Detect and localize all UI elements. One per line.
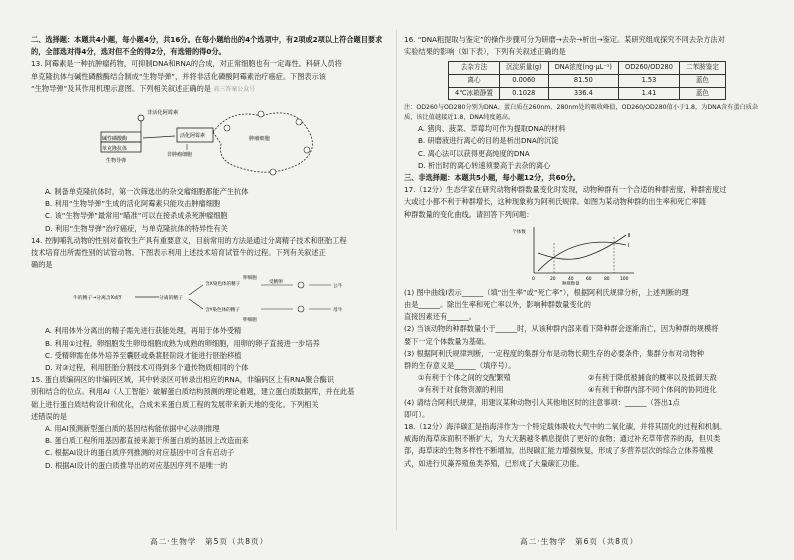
q13-option-c: C. 该“生物导弹”最常用“瞄准”可以在接杀成杀死肿瘤细胞 bbox=[45, 211, 228, 221]
q18-line4: 式，如进行贝藻养殖鱼类养殖，已形成了大量碳汇功能。 bbox=[404, 458, 584, 468]
q15-option-c: C. 根据AI设计的蛋白质序列推测的对应基因中可含有启动子 bbox=[45, 448, 235, 458]
fig13-label-2: 碱性磷酸酶 bbox=[102, 136, 128, 143]
q16-option-c: C. 离心法可以获得更高纯度的DNA bbox=[418, 148, 530, 158]
q13-figure bbox=[31, 98, 389, 184]
q17-choice-4: ④有利于种群内部不同个体间的协同进化 bbox=[588, 385, 717, 395]
q13-option-a: A. 制备单克隆抗体时，第一次筛选出的杂交瘤细胞都能产生抗体 bbox=[45, 187, 249, 197]
fig14-label-f: 受精卵 bbox=[269, 280, 283, 286]
q17-sub4-line1: (4) 请结合阿利氏规律，用建议某种动物引入其他地区时的注意事项：______（答出1点 bbox=[404, 397, 680, 407]
q17-choices-row1 bbox=[404, 372, 770, 384]
q17-choice-3: ③有利于对食物资源的利用 bbox=[418, 385, 504, 395]
table-header-cell: 去杂方法 bbox=[449, 62, 500, 75]
page-footer-right: 高二·生物学 第6页（共8页） bbox=[520, 537, 639, 546]
q16-line1: 16. “DNA粗提取与鉴定”的操作步骤可分为研磨→去杂→析出→鉴定。某研究组成探究不同去杂方法对 bbox=[404, 35, 725, 44]
q13-option-b: B. 利用“生物导弹”生成的活化阿霉素只能攻击肿瘤细胞 bbox=[45, 199, 221, 209]
fig13-label-1: 非活化阿霉素 bbox=[147, 110, 179, 117]
fig14-label-e: 卵细胞 bbox=[243, 276, 257, 282]
q17-sub2-line1: (2) 当该动物的种群数量小于______时，从该种群内部来看下降种群会逐渐消亡，因为种群的规模将 bbox=[404, 324, 719, 334]
q16-option-a: A. 猪肉、菠菜、草莓均可作为提取DNA的材料 bbox=[418, 124, 566, 134]
table-header-cell: 二苯胺鉴定 bbox=[679, 62, 725, 75]
fig14-label-a: 牛的精子→分离含X或Y bbox=[73, 296, 122, 302]
q14-line2: 技术培育出所需性别的试管动物。下图表示利用上述技术培育试管牛的过程。下列有关叙述正 bbox=[31, 248, 326, 258]
right-page bbox=[404, 34, 770, 470]
fig17-curve-label-2: Ⅱ bbox=[628, 232, 631, 239]
fig17-y-label: 个体数 bbox=[512, 229, 526, 235]
table-cell: 离心 bbox=[449, 75, 500, 88]
q13-line3 bbox=[31, 83, 389, 96]
fig14-label-e2: 卵细胞 bbox=[243, 318, 257, 324]
section-2-heading: 二、选择题：本题共4小题，每小题4分，共16分。在每小题给出的4个选项中，有2项或2项以上符合题目要求的，全部选对得4分，选对但不全的得2分，有选错的得0分。 bbox=[31, 35, 383, 57]
q17-choice-2: ②有利于降低被捕食的概率以及抵御天敌 bbox=[588, 373, 717, 383]
watermark-tag: 高三答案公众号 bbox=[213, 85, 256, 93]
q13-stem-end: “生物导弹”及其作用机理示意图。下列相关叙述正确的是 bbox=[31, 83, 211, 93]
fig17-tick: 0 bbox=[532, 276, 535, 282]
fig14-label-d: 含Y染色体的精子 bbox=[205, 308, 240, 314]
q14-figure bbox=[31, 273, 389, 323]
table-row bbox=[449, 75, 726, 88]
table-header-cell: OD260/OD280 bbox=[619, 62, 680, 75]
q17-sub3-line1: (3) 根据阿利氏规律判断，一定程度的集群分布是动物长期生存的必要条件，集群分布对动物种 bbox=[404, 348, 704, 358]
fig17-tick: 20 bbox=[550, 276, 556, 282]
left-page bbox=[31, 34, 389, 472]
table-cell: 1.53 bbox=[619, 75, 680, 88]
q13-option-d: D. 利用“生物导弹”治疗癌症，与单克隆抗体的特异性有关 bbox=[45, 223, 228, 233]
q17-sub1-line2: 由是______。除出生率和死亡率以外，影响种群数量变化的 bbox=[404, 300, 591, 310]
q18-line3: 部，海草床的生物多样性不断增加，出现碳汇能力增强恢复，形成了多营养层次的综合立体养殖模 bbox=[404, 446, 714, 456]
q16-table-note: 注：OD260与OD280分别为DNA、蛋白质在260nm、280nm处的吸收峰值，OD260/OD280值小于1.8，为DNA含有蛋白质杂质，该比值越接近1.8，DNA纯度越高。 bbox=[404, 104, 759, 122]
q18-line1: 18.（12分）海洋碳汇是指海洋作为一个特定载体吸收大气中的二氧化碳，并将其固化的过程和机制。 bbox=[404, 422, 727, 432]
q17-choices-row2 bbox=[404, 384, 770, 396]
q16-option-d: D. 析出时的离心转速须要高于去杂的离心 bbox=[418, 160, 551, 170]
table-cell: 蓝色 bbox=[679, 87, 725, 100]
table-row bbox=[449, 87, 726, 100]
q14-option-d: D. 对③过程，利用胚胎分割技术可得到多个遗传物质相同的个体 bbox=[45, 363, 249, 373]
biological-missile-diagram bbox=[31, 98, 331, 184]
q17-sub4-line2: 即可）。 bbox=[404, 409, 430, 419]
q17-sub1-line3: 直接因素还有______。 bbox=[404, 312, 476, 322]
table-header-cell: DNA浓度(ng·μL⁻¹) bbox=[548, 62, 618, 75]
curve-1 bbox=[538, 242, 626, 271]
q15-option-a: A. 用AI预测新型蛋白质的基因结构能依据中心法则推理 bbox=[45, 424, 220, 434]
q15-line2: 别和结合的位点。利用AI（人工智能）破解蛋白质结构预测的理论难题，建立蛋白质数据库，并在此基 bbox=[31, 387, 355, 397]
q17-sub2-line2: 要下一定个体数量为基础。 bbox=[404, 336, 491, 346]
fig17-tick: 80 bbox=[604, 276, 610, 282]
q17-line1: 17.（12分）生态学家在研究动物种群数量变化时发现，动物种群有一个合适的种群密度，种群密度过 bbox=[404, 185, 727, 195]
q14-option-b: B. 利用①过程，卵细胞发生卵母细胞成熟为成熟的卵细胞，用卵的卵子直接进一步培养 bbox=[45, 338, 320, 348]
fig13-label-5: 活化阿霉素 bbox=[180, 133, 206, 140]
q14-line1: 14. 控制哺乳动物的性别对畜牧生产具有重要意义，目前常用的方法是通过分离精子技术和胚胎工程 bbox=[31, 235, 347, 245]
q17-line2: 大或过小都不利于种群增长，这种现象称为阿利氏规律。如图为某动物种群的出生率和死亡率随 bbox=[404, 197, 706, 207]
q14-line3: 确的是 bbox=[31, 260, 53, 270]
fig14-label-b: 分离的精子 bbox=[159, 296, 183, 302]
fig17-tick: 60 bbox=[586, 276, 592, 282]
curve-2 bbox=[538, 235, 626, 259]
q17-sub1-line1: (1) 图中曲线Ⅰ表示______（填“出生率”或“死亡率”），根据阿利氏规律分析，上述判断的理 bbox=[404, 287, 689, 297]
fig14-label-h: 母牛 bbox=[333, 308, 343, 314]
page-divider bbox=[396, 30, 397, 530]
q13-line2: 单克隆抗体与碱性磷酸酶结合制成“生物导弹”，并将非活化磷酸阿霉素治疗癌症。下图表示该 bbox=[31, 71, 326, 81]
q17-sub3-line2: 群的生存意义是______（填序号）。 bbox=[404, 361, 516, 371]
fig17-curve-label-1: Ⅰ bbox=[628, 242, 630, 249]
table-cell: 4℃冰箱静置 bbox=[449, 87, 500, 100]
table-header-row bbox=[449, 62, 726, 75]
fig14-label-c: 含X染色体的精子 bbox=[205, 282, 241, 288]
q17-line3: 种群数量的变化曲线。请回答下列问题： bbox=[404, 209, 534, 219]
q17-choice-1: ①有利于个体之间的交配繁殖 bbox=[418, 373, 511, 383]
table-cell: 81.50 bbox=[548, 75, 618, 88]
q16-option-b: B. 研磨液进行离心的目的是析出DNA的沉淀 bbox=[418, 136, 559, 146]
page-footer-left: 高二·生物学 第5页（共8页） bbox=[150, 537, 269, 546]
q13-line1: 13. 阿霉素是一种抗肿瘤药物，可抑制DNA和RNA的合成，对正常细胞也有一定毒性。科研人员将 bbox=[31, 59, 342, 69]
table-header-cell: 沉淀质量(g) bbox=[499, 62, 548, 75]
q15-option-b: B. 蛋白质工程所用基因都直接来源于所蛋白质的基因上改造而来 bbox=[45, 436, 249, 446]
q18-line2: 威海的海草床面积不断扩大，为大天鹅越冬栖息提供了更好的食物；通过补充草带营养的海，但贝类 bbox=[404, 434, 721, 444]
table-cell: 蓝色 bbox=[679, 75, 725, 88]
q15-line1: 15. 蛋白质编码区的非编码区域，其中转录区可转录出相应的RNA，非编码区上有RNA聚合酶识 bbox=[31, 375, 335, 385]
fig13-label-6: 肿瘤细胞 bbox=[249, 136, 270, 143]
fig17-tick: 100 bbox=[620, 276, 629, 282]
q15-option-d: D. 根据AI设计的蛋白质推导出的对应基因序列不是唯一的 bbox=[45, 460, 228, 470]
fig14-label-g: 公牛 bbox=[333, 284, 343, 290]
q17-figure bbox=[404, 223, 770, 285]
table-cell: 0.1028 bbox=[499, 87, 548, 100]
fig17-x-label: 种群数量 bbox=[562, 281, 580, 285]
section-3-heading: 三、非选择题：本题共5小题，每小题12分，共60分。 bbox=[404, 173, 580, 182]
fig13-label-7: 非肿瘤细胞 bbox=[167, 152, 193, 159]
table-cell: 1.41 bbox=[619, 87, 680, 100]
table-cell: 336.4 bbox=[548, 87, 618, 100]
q15-line3: 础上进行蛋白质结构设计和优化，合成未来蛋白质工程的发展带来新天地的变化。下列相关 bbox=[31, 399, 319, 409]
q16-results-table bbox=[448, 61, 726, 100]
q15-line4: 述错误的是 bbox=[31, 411, 67, 421]
fig17-tick: 40 bbox=[568, 276, 574, 282]
fig13-label-3: 单克隆抗体 bbox=[102, 146, 128, 153]
birth-death-rate-chart bbox=[404, 223, 770, 285]
q14-option-c: C. 受精卵需在体外培养至囊胚或桑葚胚阶段才能进行胚胎移植 bbox=[45, 350, 242, 360]
fig13-label-4: 生物导弹 bbox=[106, 158, 127, 165]
q16-line2: 实验结果的影响（如下表），下列有关叙述正确的是 bbox=[404, 47, 566, 57]
test-tube-cattle-diagram bbox=[31, 273, 361, 323]
q14-option-a: A. 利用体外分离出的精子需先进行获能处理，再用于体外受精 bbox=[45, 326, 242, 336]
table-cell: 0.0060 bbox=[499, 75, 548, 88]
